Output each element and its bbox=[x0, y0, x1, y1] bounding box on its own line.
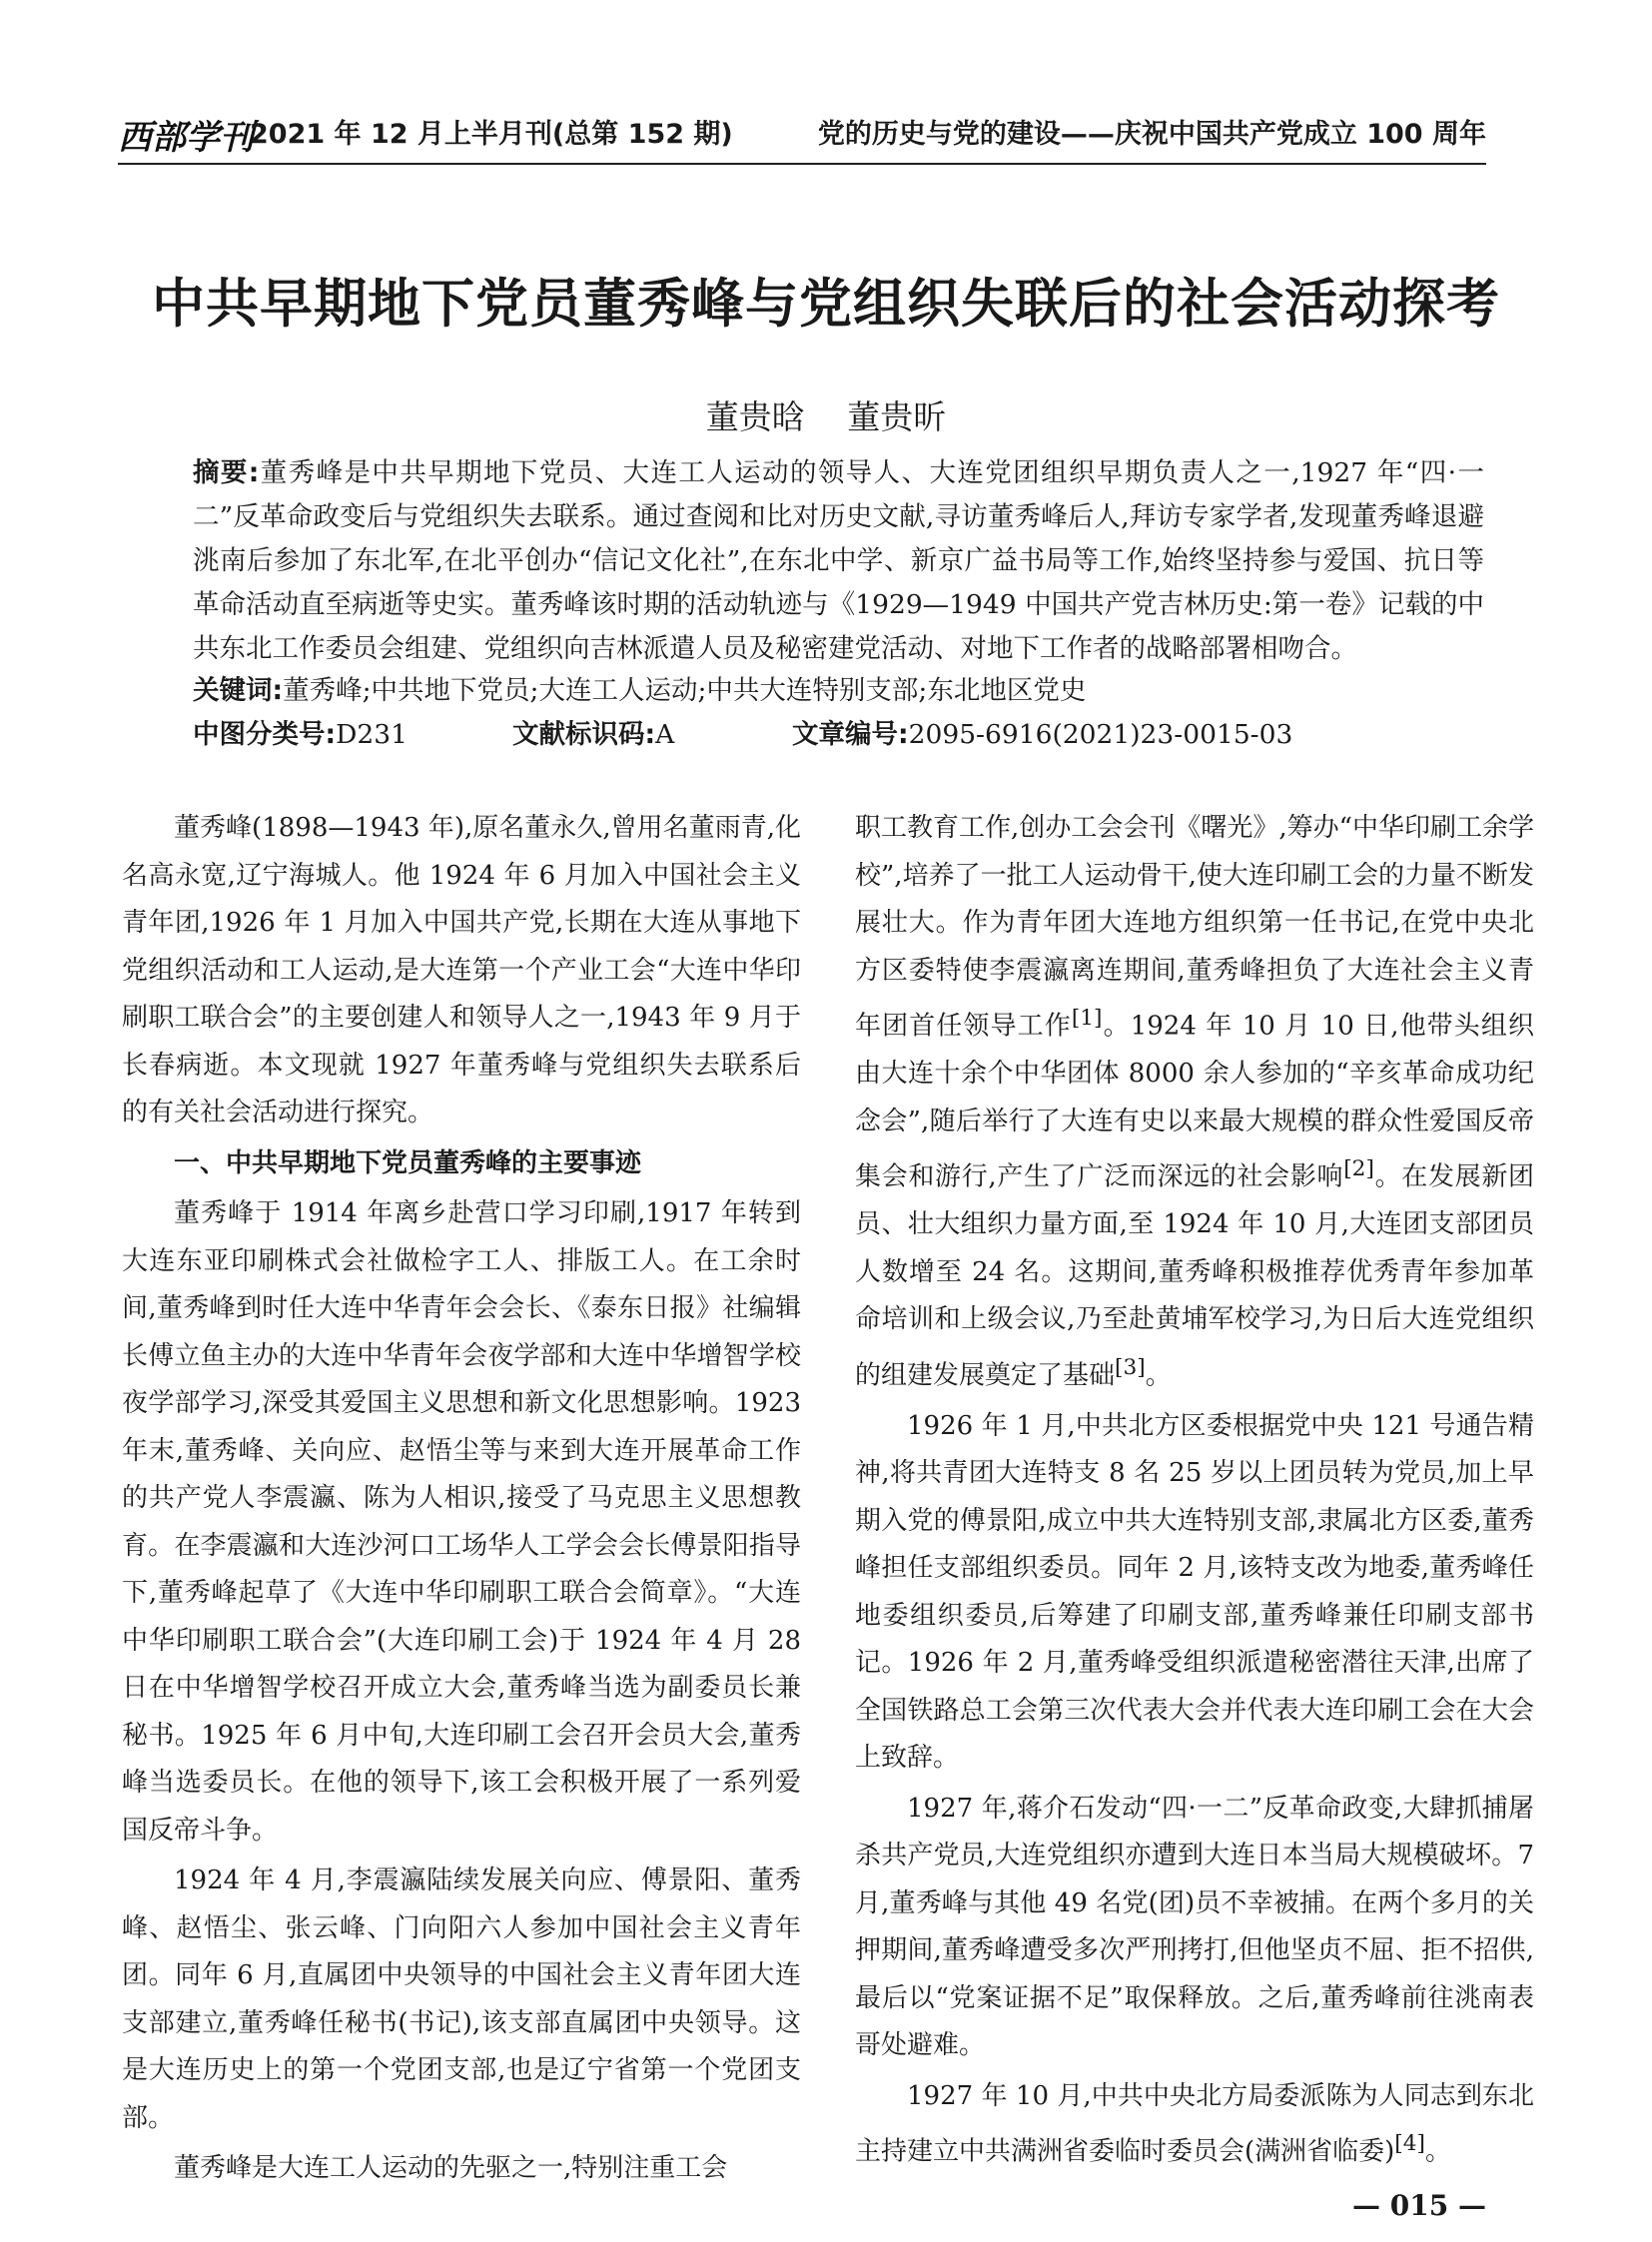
clc-item bbox=[193, 713, 512, 757]
article-title: 中共早期地下党员董秀峰与党组织失联后的社会活动探考 bbox=[152, 274, 1500, 335]
issue-info: 2021 年 12 月上半月刊(总第 152 期) bbox=[250, 119, 733, 150]
doc-code-value: A bbox=[655, 719, 675, 750]
text-run: 职工教育工作,创办工会会刊《曙光》,筹办“中华印刷工余学校”,培养了一批工人运动骨干,使大连印刷工会的力量不断发展壮大。作为青年团大连地方组织第一任书记,在党中央北方区委特使李震瀛离连期间,董秀峰担负了大连社会主义青年团首任领导工作 bbox=[855, 813, 1534, 1042]
doc-code-label: 文献标识码: bbox=[512, 719, 656, 750]
text-run: 1927 年 10 月,中共中央北方局委派陈为人同志到东北主持建立中共满洲省委临时委员会(满洲省临委) bbox=[855, 2080, 1534, 2168]
citation-ref[interactable]: [3] bbox=[1115, 1354, 1146, 1380]
abstract-label: 摘要: bbox=[193, 457, 260, 488]
citation-ref[interactable]: [4] bbox=[1394, 2131, 1425, 2157]
keywords bbox=[193, 669, 1484, 713]
paragraph bbox=[855, 805, 1534, 1400]
article-no-value: 2095-6916(2021)23-0015-03 bbox=[908, 719, 1293, 750]
paragraph: 董秀峰是大连工人运动的先驱之一,特别注重工会 bbox=[174, 2153, 728, 2183]
author-1: 董贵晗 bbox=[705, 397, 805, 436]
paragraph: 1926 年 1 月,中共北方区委根据党中央 121 号通告精神,将共青团大连特支 8 名 25 岁以上团员转为党员,加上早期入党的傅景阳,成立中共大连特别支部,隶属北方区委,董秀峰担任支部组织委员。同年 2 月,该特支改为地委,董秀峰任地委组织委员,后筹建了印刷支部,董秀峰兼任印刷支部书记。1926 年 2 月,董秀峰受组织派遣秘密潜往天津,出席了全国铁路总工会第三次代表大会并代表大连印刷工会在大会上致辞。 bbox=[855, 1410, 1534, 1774]
article-no-label: 文章编号: bbox=[792, 719, 909, 750]
text-run: 。 bbox=[1145, 1360, 1172, 1391]
section-title: 党的历史与党的建设——庆祝中国共产党成立 100 周年 bbox=[817, 119, 1486, 150]
journal-logo: 西部学刊 bbox=[118, 118, 254, 158]
citation-ref[interactable]: [2] bbox=[1343, 1156, 1374, 1182]
doc-code-item bbox=[512, 713, 792, 757]
clc-label: 中图分类号: bbox=[193, 719, 337, 750]
paragraph: 1924 年 4 月,李震瀛陆续发展关向应、傅景阳、董秀峰、赵悟尘、张云峰、门向阳六人参加中国社会主义青年团。同年 6 月,直属团中央领导的中国社会主义青年团大连支部建立,董秀峰任秘书(书记),该支部直属团中央领导。这是大连历史上的第一个党团支部,也是辽宁省第一个党团支部。 bbox=[122, 1866, 801, 2133]
paragraph: 1927 年,蒋介石发动“四·一二”反革命政变,大肆抓捕屠杀共产党员,大连党组织亦遭到大连日本当局大规模破坏。7 月,董秀峰与其他 49 名党(团)员不幸被捕。在两个多月的关押期间,董秀峰遭受多次严刑拷打,但他坚贞不屈、拒不招供,最后以“党案证据不足”取保释放。之后,董秀峰前往洮南表哥处避难。 bbox=[855, 1793, 1534, 2061]
article-no-item bbox=[792, 713, 1292, 757]
authors bbox=[0, 391, 1652, 438]
paragraph bbox=[855, 2073, 1534, 2177]
paragraph: 董秀峰于 1914 年离乡赴营口学习印刷,1917 年转到大连东亚印刷株式会社做检字工人、排版工人。在工余时间,董秀峰到时任大连中华青年会会长、《泰东日报》社编辑长傅立鱼主办的大连中华青年会夜学部和大连中华增智学校夜学部学习,深受其爱国主义思想和新文化思想影响。1923 年末,董秀峰、关向应、赵悟尘等与来到大连开展革命工作的共产党人李震瀛、陈为人相识,接受了马克思主义思想教育。在李震瀛和大连沙河口工场华人工学会会长傅景阳指导下,董秀峰起草了《大连中华印刷职工联合会简章》。“大连中华印刷职工联合会”(大连印刷工会)于 1924 年 4 月 28 日在中华增智学校召开成立大会,董秀峰当选为副委员长兼秘书。1925 年 6 月中旬,大连印刷工会召开会员大会,董秀峰当选委员长。在他的领导下,该工会积极开展了一系列爱国反帝斗争。 bbox=[122, 1198, 801, 1846]
left-column bbox=[122, 805, 801, 2196]
section-heading: 一、中共早期地下党员董秀峰的主要事迹 bbox=[174, 1147, 642, 1178]
abstract-text: 董秀峰是中共早期地下党员、大连工人运动的领导人、大连党团组织早期负责人之一,1927 年“四·一二”反革命政变后与党组织失去联系。通过查阅和比对历史文献,寻访董秀峰后人,拜访专家学者,发现董秀峰退避洮南后参加了东北军,在北平创办“信记文化社”,在东北中学、新京广益书局等工作,始终坚持参与爱国、抗日等革命活动直至病逝等史实。董秀峰该时期的活动轨迹与《1929—1949 中国共产党吉林历史:第一卷》记载的中共东北工作委员会组建、党组织向吉林派遣人员及秘密建党活动、对地下工作者的战略部署相吻合。 bbox=[193, 457, 1484, 664]
classification-line bbox=[193, 713, 1491, 757]
text-run: 。1924 年 10 月 10 日,他带头组织由大连十余个中华团体 8000 余人参加的“辛亥革命成功纪念会”,随后举行了大连有史以来最大规模的群众性爱国反帝集会和游行,产生了广泛而深远的社会影响 bbox=[855, 1011, 1534, 1192]
paragraph: 董秀峰(1898—1943 年),原名董永久,曾用名董雨青,化名高永宽,辽宁海城人。他 1924 年 6 月加入中国社会主义青年团,1926 年 1 月加入中国共产党,长期在大连从事地下党组织活动和工人运动,是大连第一个产业工会“大连中华印刷职工联合会”的主要创建人和领导人之一,1943 年 9 月于长春病逝。本文现就 1927 年董秀峰与党组织失去联系后的有关社会活动进行探究。 bbox=[122, 813, 801, 1127]
running-header bbox=[118, 102, 1486, 164]
text-run: 。在发展新团员、壮大组织力量方面,至 1924 年 10 月,大连团支部团员人数增至 24 名。这期间,董秀峰积极推荐优秀青年参加革命培训和上级会议,乃至赴黄埔军校学习,为日后大连党组织的组建发展奠定了基础 bbox=[855, 1161, 1534, 1391]
header-rule bbox=[118, 163, 1486, 165]
clc-value: D231 bbox=[336, 719, 408, 750]
author-2: 董贵昕 bbox=[847, 397, 947, 436]
keywords-text: 董秀峰;中共地下党员;大连工人运动;中共大连特别支部;东北地区党史 bbox=[283, 675, 1087, 706]
abstract bbox=[193, 451, 1484, 671]
text-run: 。 bbox=[1424, 2137, 1451, 2168]
right-column bbox=[855, 805, 1534, 2180]
page-number: — 015 — bbox=[1352, 2189, 1486, 2222]
keywords-label: 关键词: bbox=[193, 675, 284, 706]
citation-ref[interactable]: [1] bbox=[1071, 1006, 1103, 1031]
